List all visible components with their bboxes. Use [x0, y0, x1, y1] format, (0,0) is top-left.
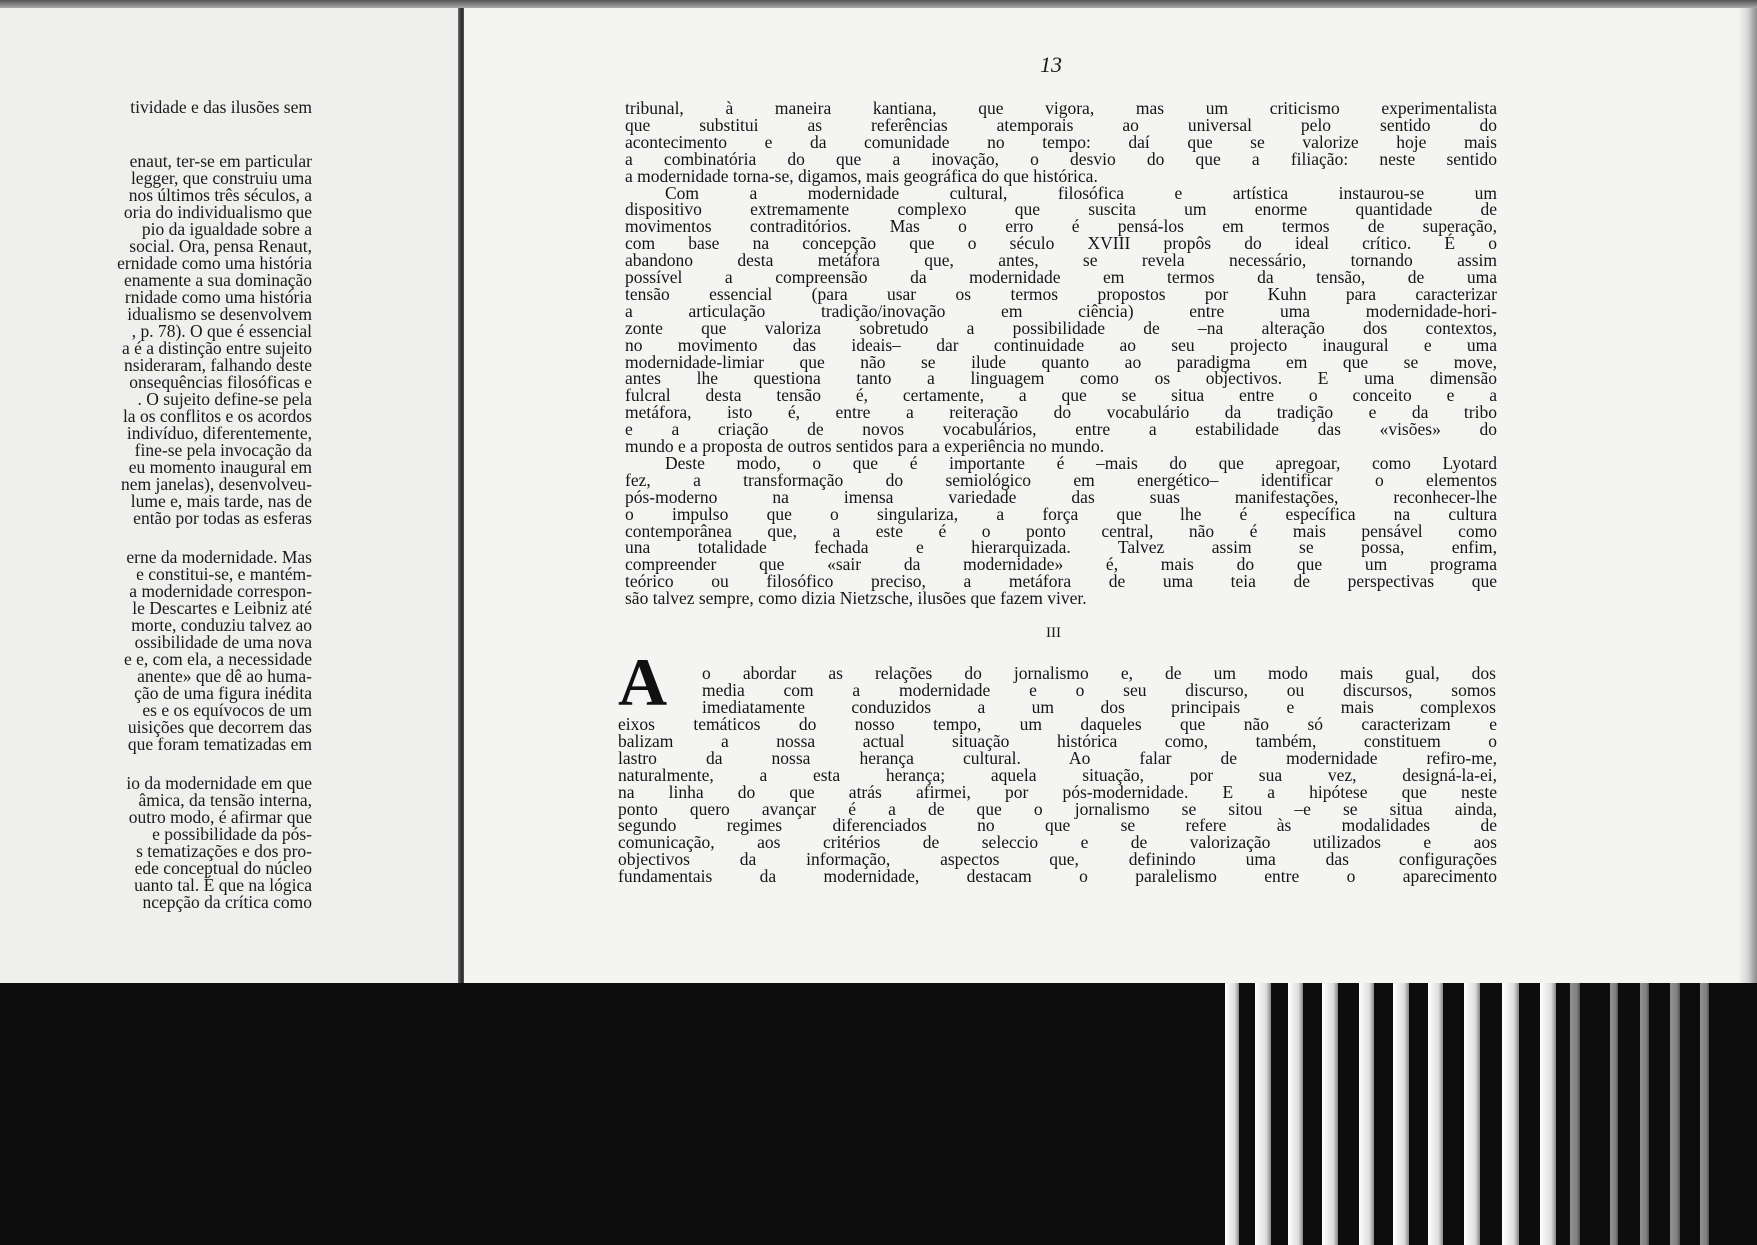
- left-page-line: então por todas as esferas: [133, 508, 312, 528]
- left-page-line: le Descartes e Leibniz até: [132, 598, 312, 618]
- stripe: [1670, 983, 1680, 1245]
- left-page-line: io da modernidade em que: [126, 773, 312, 793]
- body-text-line: acontecimento e da comunidade no tempo: daí que se valorize hoje mais: [625, 131, 1497, 152]
- body-text-line: Com a modernidade cultural, filosófica e artística instaurou-se um: [665, 182, 1497, 203]
- left-page-line: la os conflitos e os acordos: [122, 406, 312, 426]
- left-page-line: enaut, ter-se em particular: [129, 151, 312, 171]
- body-text-line: teórico ou filosófico preciso, a metáfora de uma teia de perspectivas que: [625, 571, 1497, 592]
- stripe: [1700, 983, 1709, 1245]
- body-text-line: a combinatória do que a inovação, o desvio do que a filiação: neste sentido: [625, 148, 1497, 169]
- left-page-line: nem janelas), desenvolveu-: [121, 474, 312, 494]
- body-text-line: antes lhe questiona tanto a linguagem como os objectivos. E uma dimensão: [625, 368, 1497, 389]
- body-text-line: ponto quero avançar é a de que o jornalismo se sitou –e se situa ainda,: [618, 798, 1497, 819]
- left-page-line: lume e, mais tarde, nas de: [130, 491, 312, 511]
- body-text-line: possível a compreensão da modernidade em termos da tensão, de uma: [625, 267, 1497, 287]
- left-page-line: social. Ora, pensa Renaut,: [129, 236, 312, 256]
- left-page-line: âmica, da tensão interna,: [138, 790, 312, 810]
- stripe: [1570, 983, 1580, 1245]
- left-page-line: erne da modernidade. Mas: [126, 547, 312, 567]
- left-page-line: e e, com ela, a necessidade: [123, 649, 312, 669]
- body-text-line: movimentos contraditórios. Mas o erro é pensá-los em termos de superação,: [625, 216, 1497, 237]
- left-page-line: nsideraram, falhando deste: [123, 355, 312, 375]
- stripe: [1225, 983, 1239, 1245]
- left-page-line: eu momento inaugural em: [128, 457, 312, 477]
- body-text-line: o impulso que o singulariza, a força que lhe é específica na cultura: [625, 503, 1497, 524]
- body-text-line: fulcral desta tensão é, certamente, a que se situa entre o conceito e a: [625, 385, 1497, 406]
- body-text-line: com base na concepção que o século XVIII propôs do ideal crítico. É o: [625, 233, 1497, 254]
- left-page-line: morte, conduziu talvez ao: [131, 615, 312, 635]
- left-page-line: ede conceptual do núcleo: [134, 858, 312, 878]
- left-page-line: anente» que dê ao huma-: [137, 666, 312, 686]
- left-page-line: ernidade como uma história: [117, 253, 312, 273]
- left-page-line: ossibilidade de uma nova: [134, 632, 312, 652]
- left-page-line: a é a distinção entre sujeito: [122, 338, 312, 358]
- left-page-line: ção de uma figura inédita: [134, 683, 312, 703]
- body-text-line: modernidade-limiar que não se ilude quanto ao paradigma em que se move,: [625, 351, 1497, 372]
- left-page-line: oria do individualismo que: [123, 202, 312, 222]
- body-text-line: imediatamente conduzidos a um dos principais e mais complexos: [702, 696, 1496, 717]
- body-text-line: abandono desta metáfora que, antes, se revela necessário, tornando assim: [625, 250, 1497, 271]
- left-page-line: que foram tematizadas em: [127, 734, 312, 754]
- body-text-line: tensão essencial (para usar os termos propostos por Kuhn para caracterizar: [625, 283, 1497, 304]
- left-page-line: fine-se pela invocação da: [134, 440, 312, 460]
- left-page-line: . O sujeito define-se pela: [137, 389, 312, 409]
- body-text-line: fez, a transformação do semiológico em energético– identificar o elementos: [625, 469, 1497, 490]
- body-text-line: no movimento das ideais– dar continuidade ao seu projecto inaugural e uma: [625, 334, 1497, 355]
- left-page-line: outro modo, é afirmar que: [128, 807, 312, 827]
- body-text-line: media com a modernidade e o seu discurso, ou discursos, somos: [702, 679, 1496, 700]
- stripe: [1464, 983, 1480, 1245]
- left-page-line: es e os equívocos de um: [142, 700, 312, 720]
- body-text-line: a articulação tradição/inovação em ciência) entre uma modernidade-hori-: [625, 300, 1497, 321]
- stripe: [1359, 983, 1374, 1245]
- body-text-line: balizam a nossa actual situação histórica como, também, constituem o: [618, 730, 1497, 751]
- left-page-line: nos últimos três séculos, a: [128, 185, 312, 205]
- body-text-line: a modernidade torna-se, digamos, mais geográfica do que histórica.: [625, 165, 1098, 186]
- stripe: [1502, 983, 1519, 1245]
- left-page-line: enamente a sua dominação: [123, 270, 312, 290]
- scanner-artifact-stripes: [1220, 983, 1757, 1245]
- stripe: [1288, 983, 1303, 1245]
- body-text-line: fundamentais da modernidade, destacam o paralelismo entre o aparecimento: [618, 866, 1497, 887]
- stripe: [1393, 983, 1409, 1245]
- body-text-line: pós-moderno na imensa variedade das suas manifestações, reconhecer-lhe: [625, 486, 1497, 507]
- left-page-line: ncepção da crítica como: [142, 892, 312, 912]
- body-text-line: Deste modo, o que é importante é –mais do que apregoar, como Lyotard: [665, 452, 1497, 473]
- left-page-line: s tematizações e dos pro-: [136, 841, 312, 861]
- body-text-line: dispositivo extremamente complexo que suscita um enorme quantidade de: [625, 199, 1497, 220]
- body-text-line: mundo e a proposta de outros sentidos para a experiência no mundo.: [625, 436, 1105, 456]
- left-page-line: idualismo se desenvolvem: [127, 304, 312, 324]
- left-page-line: rnidade como uma história: [124, 287, 312, 307]
- drop-cap: A: [618, 644, 668, 720]
- left-page-line: uanto tal. É que na lógica: [134, 875, 312, 895]
- page-number: 13: [1040, 52, 1062, 77]
- body-text-line: metáfora, isto é, entre a reiteração do vocabulário da tradição e da tribo: [625, 402, 1497, 423]
- stripe: [1428, 983, 1443, 1245]
- left-page-line: , p. 78). O que é essencial: [131, 321, 312, 341]
- left-page-line: pio da igualdade sobre a: [141, 219, 312, 239]
- body-text-line: contemporânea que, a este é o ponto central, não é mais pensável como: [625, 520, 1497, 541]
- body-text-line: lastro da nossa herança cultural. Ao falar de modernidade refiro-me,: [618, 747, 1497, 768]
- page-edge-shadow: [1738, 8, 1757, 983]
- left-page-line: a modernidade correspon-: [129, 581, 312, 601]
- body-text-line: objectivos da informação, aspectos que, definindo uma das configurações: [618, 849, 1497, 870]
- body-text-line: tribunal, à maneira kantiana, que vigora, mas um criticismo experimentalista: [625, 98, 1497, 118]
- body-text-line: compreender que «sair da modernidade» é, mais do que um programa: [625, 554, 1497, 575]
- body-text-line: eixos temáticos do nosso tempo, um daqueles que não só caracterizam e: [618, 714, 1497, 734]
- body-text-line: segundo regimes diferenciados no que se refere às modalidades de: [618, 815, 1497, 836]
- left-page-line: legger, que construiu uma: [130, 168, 312, 188]
- body-text-line: zonte que valoriza sobretudo a possibilidade de –na alteração dos contextos,: [625, 317, 1497, 338]
- body-text-line: o abordar as relações do jornalismo e, de um modo mais gual, dos: [702, 663, 1496, 683]
- body-text-line: una totalidade fechada e hierarquizada. Talvez assim se possa, enfim,: [625, 537, 1497, 558]
- left-page-line: uisições que decorrem das: [127, 717, 312, 737]
- body-text-line: que substitui as referências atemporais ao universal pelo sentido do: [625, 114, 1497, 135]
- stripe: [1322, 983, 1338, 1245]
- stripe: [1640, 983, 1649, 1245]
- body-text-line: e a criação de novos vocabulários, entre a estabilidade das «visões» do: [625, 419, 1497, 440]
- body-text-line: na linha do que atrás afirmei, por pós-modernidade. E a hipótese que neste: [618, 781, 1497, 802]
- stripe: [1610, 983, 1618, 1245]
- body-text-line: comunicação, aos critérios de seleccio e de valorização utilizados e aos: [618, 832, 1497, 853]
- left-page-line: e possibilidade da pós-: [152, 824, 312, 844]
- left-page-line: indivíduo, diferentemente,: [126, 423, 312, 443]
- left-page-line: onsequências filosóficas e: [129, 372, 312, 392]
- section-heading: III: [1046, 625, 1061, 641]
- body-text-line: são talvez sempre, como dizia Nietzsche, ilusões que fazem viver.: [625, 588, 1087, 609]
- left-page-line: e constitui-se, e mantém-: [136, 564, 312, 584]
- stripe: [1540, 983, 1556, 1245]
- body-text-line: naturalmente, a esta herança; aquela situação, por sua vez, designá-la-ei,: [618, 764, 1497, 785]
- left-page-line: tividade e das ilusões sem: [130, 97, 312, 117]
- stripe: [1255, 983, 1271, 1245]
